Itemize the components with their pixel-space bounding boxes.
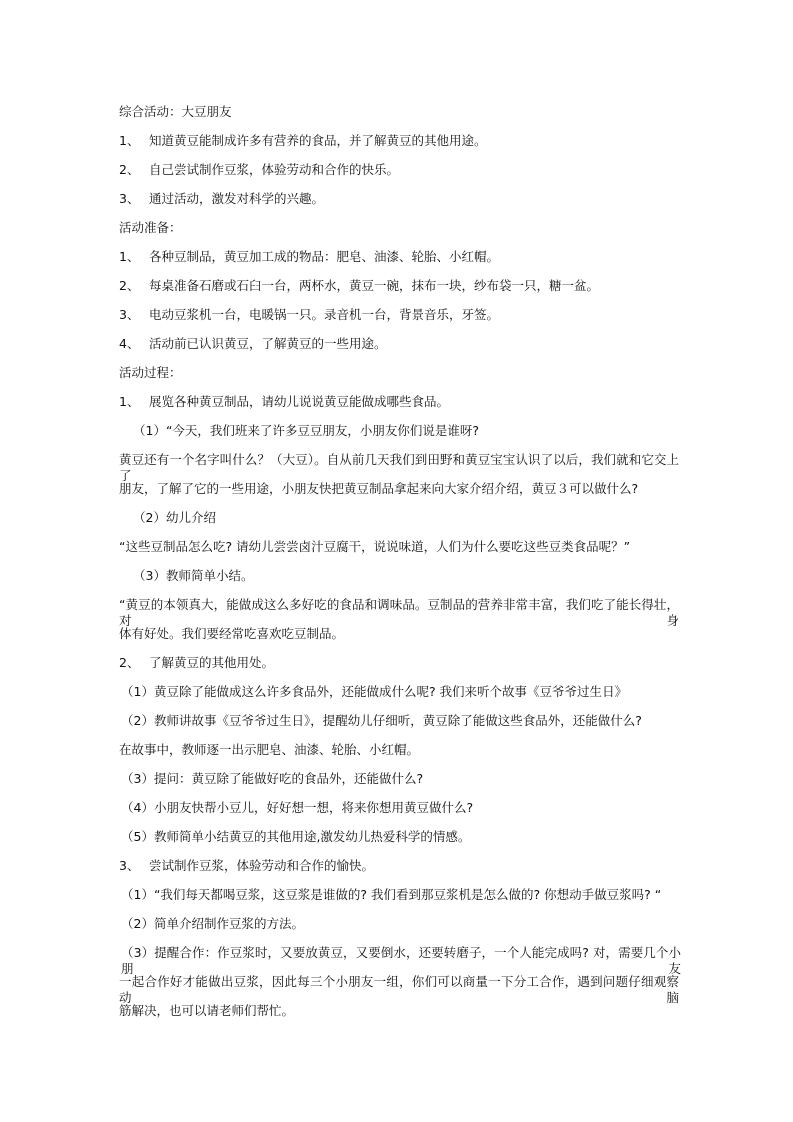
prep-item <box>119 249 679 265</box>
goal-text: 自己尝试制作豆浆，体验劳动和合作的快乐。 <box>149 162 400 177</box>
sub-item: （5）教师简单小结黄豆的其他用途,激发幼儿热爱科学的情感。 <box>121 829 471 844</box>
prep-text: 活动前已认识黄豆，了解黄豆的一些用途。 <box>149 336 387 351</box>
section-heading-process: 活动过程： <box>119 365 182 380</box>
paragraph-line: “黄豆的本领真大，能做成这么多好吃的食品和调味品。豆制品的营养非常丰富，我们吃了能长得壮，对身 <box>119 597 679 628</box>
step-heading <box>119 394 679 410</box>
sub-item: （1）“今天，我们班来了许多豆豆朋友，小朋友你们说是谁呀? <box>133 423 480 438</box>
prep-number: 3、 <box>119 307 140 322</box>
step-text: 尝试制作豆浆，体验劳动和合作的愉快。 <box>149 858 375 873</box>
sub-item: （4）小朋友快帮小豆儿，好好想一想，将来你想用黄豆做什么? <box>121 800 474 815</box>
step-text: 了解黄豆的其他用处。 <box>149 655 275 670</box>
goal-item <box>119 133 679 149</box>
paragraph-line: 一起合作好才能做出豆浆，因此每三个小朋友一组，你们可以商量一下分工合作，遇到问题仔细观察动脑 <box>119 974 679 1005</box>
sub-item: （2）简单介绍制作豆浆的方法。 <box>121 916 304 931</box>
sub-item: （2）幼儿介绍 <box>133 510 216 525</box>
prep-number: 4、 <box>119 336 140 351</box>
goal-number: 2、 <box>119 162 140 177</box>
sub-item: （3）提问：黄豆除了能做好吃的食品外，还能做什么? <box>121 771 424 786</box>
paragraph-line: 体有好处。我们要经常吃喜欢吃豆制品。 <box>119 626 345 641</box>
step-heading <box>119 655 679 671</box>
sub-item: （2）教师讲故事《豆爷爷过生日》，提醒幼儿仔细听，黄豆除了能做这些食品外，还能做什么? <box>121 713 642 728</box>
paragraph-line: “这些豆制品怎么吃? 请幼儿尝尝卤汁豆腐干，说说味道，人们为什么要吃这些豆类食品呢？” <box>119 539 631 554</box>
goal-number: 3、 <box>119 191 140 206</box>
prep-text: 各种豆制品，黄豆加工成的物品：肥皂、油漆、轮胎、小红帽。 <box>149 249 500 264</box>
prep-number: 1、 <box>119 249 140 264</box>
goal-item <box>119 162 679 178</box>
prep-number: 2、 <box>119 278 140 293</box>
sub-item: （3）教师简单小结。 <box>133 568 254 583</box>
paragraph-line: 朋友，了解了它的一些用途，小朋友快把黄豆制品拿起来向大家介绍介绍，黄豆３可以做什么? <box>119 481 639 496</box>
goal-text: 知道黄豆能制成许多有营养的食品，并了解黄豆的其他用途。 <box>149 133 487 148</box>
prep-text: 每桌准备石磨或石臼一台，两杯水，黄豆一碗，抹布一块，纱布袋一只，糖一盆。 <box>149 278 600 293</box>
prep-text: 电动豆浆机一台，电暖锅一只。录音机一台，背景音乐，牙签。 <box>149 307 500 322</box>
step-number: 1、 <box>119 394 140 409</box>
sub-item: （1）黄豆除了能做成这么许多食品外，还能做成什么呢? 我们来听个故事《豆爷爷过生日》 <box>121 684 628 699</box>
document-title: 综合活动：大豆朋友 <box>119 104 232 119</box>
paragraph-line: 在故事中，教师逐一出示肥皂、油漆、轮胎、小红帽。 <box>119 742 420 757</box>
sub-item: （1）“我们每天都喝豆浆，这豆浆是谁做的? 我们看到那豆浆机是怎么做的? 你想动手做豆浆吗? “ <box>121 887 662 902</box>
prep-item <box>119 307 679 323</box>
prep-item <box>119 336 679 352</box>
goal-number: 1、 <box>119 133 140 148</box>
paragraph-line: 筋解决，也可以请老师们帮忙。 <box>119 1003 295 1018</box>
goal-item <box>119 191 679 207</box>
sub-item: （3）提醒合作：作豆浆时，又要放黄豆，又要倒水，还要转磨子，一个人能完成吗? 对，需要几个小朋友 <box>121 945 681 976</box>
step-text: 展览各种黄豆制品，请幼儿说说黄豆能做成哪些食品。 <box>149 394 450 409</box>
step-number: 3、 <box>119 858 140 873</box>
paragraph-line: 黄豆还有一个名字叫什么？（大豆）。自从前几天我们到田野和黄豆宝宝认识了以后，我们就和它交上了 <box>119 452 679 483</box>
prep-item <box>119 278 679 294</box>
step-number: 2、 <box>119 655 140 670</box>
section-heading-prep: 活动准备： <box>119 220 182 235</box>
goal-text: 通过活动，激发对科学的兴趣。 <box>149 191 325 206</box>
step-heading <box>119 858 679 874</box>
